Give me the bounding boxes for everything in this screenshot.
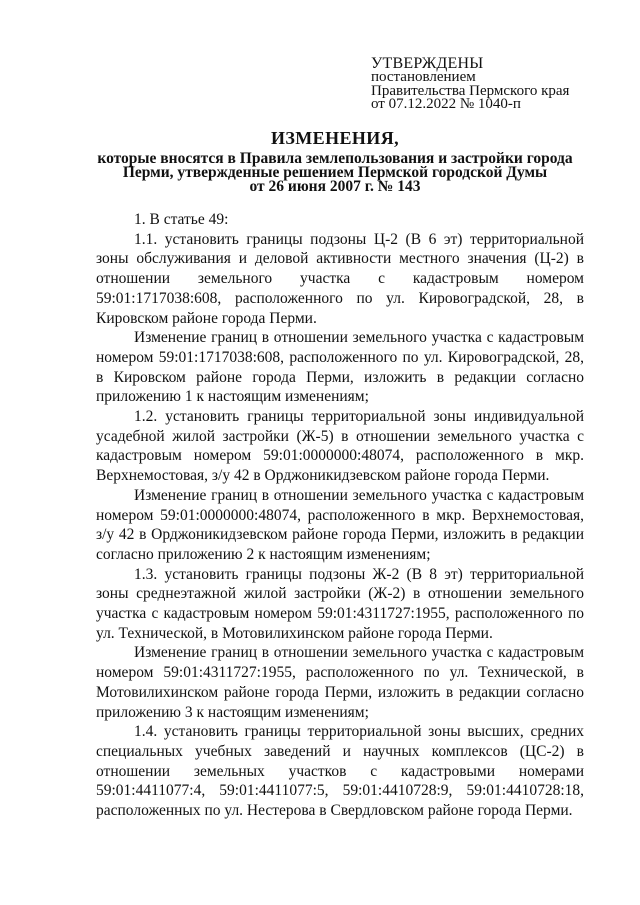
approval-line-government: Правительства Пермского края <box>371 82 570 99</box>
title-line-2: Перми, утвержденные решением Пермской городской Думы <box>122 164 548 181</box>
paragraph-1-4: 1.4. установить границы территориальной зоны высших, средних специальных учебных заведений и научных комплексов (ЦС-2) в отношении земельных участков с кадастровыми номерами 59:01:4411077:4, 59:01:4411077:5, 59:01:4410728:9, 59:01:4410728:18, расположенных по ул. Нестерова в Свердловском районе города Перми. <box>96 723 584 820</box>
approval-line-resolution: постановлением <box>371 69 476 85</box>
title-heading: ИЗМЕНЕНИЯ, <box>270 128 399 148</box>
paragraph-1-2-change: Изменение границ в отношении земельного участка с кадастровым номером 59:01:0000000:48074, расположенного в мкр. Верхнемостовая, з/у 42 в Орджоникидзевском районе города Перми, изложить в редакции согласно приложению 2 к настоящим изменениям; <box>96 486 584 563</box>
paragraph-article-49: 1. В статье 49: <box>134 211 229 228</box>
approval-heading: УТВЕРЖДЕНЫ <box>371 55 484 72</box>
paragraph-1-2: 1.2. установить границы территориальной зоны индивидуальной усадебной жилой застройки (Ж-5) в отношении земельного участка с кадастровым номером 59:01:0000000:48074, расположенного в мкр. Верхнемостовая, з/у 42 в Орджоникидзевском районе города Перми. <box>96 408 584 485</box>
document-body <box>96 204 584 821</box>
title-line-1: которые вносятся в Правила землепользования и застройки города <box>97 150 573 167</box>
paragraph-1-3-change: Изменение границ в отношении земельного участка с кадастровым номером 59:01:4311727:1955, расположенного по ул. Технической, в Мотовилихинском районе города Перми, изложить в редакции согласно приложению 3 к настоящим изменениям; <box>96 644 584 721</box>
title-line-3: от 26 июня 2007 г. № 143 <box>249 178 421 195</box>
approval-line-date: от 07.12.2022 № 1040-п <box>371 96 521 112</box>
paragraph-1-1-change: Изменение границ в отношении земельного участка с кадастровым номером 59:01:1717038:608, расположенного по ул. Кировоградской, 28, в Кировском районе города Перми, изложить в редакции согласно приложению 1 к настоящим изменениям; <box>96 329 584 406</box>
approval-stamp <box>371 56 631 112</box>
document-title <box>90 128 580 194</box>
paragraph-1-3: 1.3. установить границы подзоны Ж-2 (В 8 эт) территориальной зоны среднеэтажной жилой застройки (Ж-2) в отношении земельного участка с кадастровым номером 59:01:4311727:1955, расположенного по ул. Технической, в Мотовилихинском районе города Перми. <box>96 565 584 642</box>
paragraph-1-1: 1.1. установить границы подзоны Ц-2 (В 6 эт) территориальной зоны обслуживания и деловой активности местного значения (Ц-2) в отношении земельного участка с кадастровым номером 59:01:1717038:608, расположенного по ул. Кировоградской, 28, в Кировском районе города Перми. <box>96 230 584 327</box>
